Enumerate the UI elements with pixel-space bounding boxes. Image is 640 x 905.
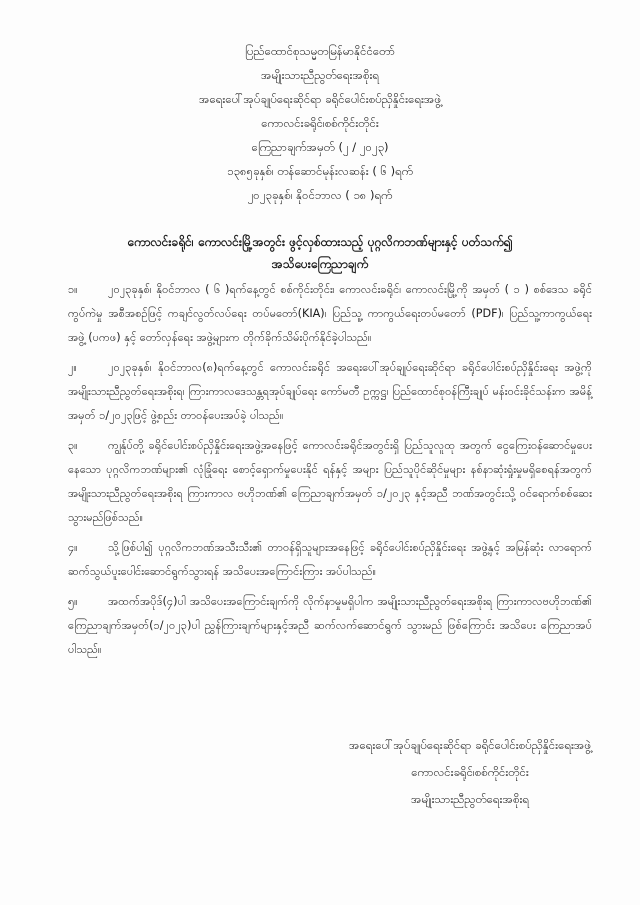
paragraph-number: ၃။ — [68, 439, 78, 452]
signatory-district: ကောလင်းခရိုင်၊စစ်ကိုင်းတိုင်း — [411, 765, 529, 779]
title-line-1: ကောလင်းခရိုင်၊ ကောလင်းမြို့အတွင်း ဖွင့်လှစ်ထားသည့် ပုဂ္ဂလိကဘဏ်များနှင့် ပတ်သက်၍ — [127, 235, 513, 249]
paragraph-number: ၂။ — [68, 361, 77, 374]
paragraph-5 — [68, 590, 592, 662]
title-line-2: အသိပေးကြေညာချက် — [271, 257, 369, 271]
paragraph-number: ၅။ — [68, 595, 78, 608]
signature-block — [300, 738, 640, 819]
paragraph-4 — [68, 536, 592, 584]
paragraph-3 — [68, 434, 592, 530]
paragraph-2 — [68, 356, 592, 428]
paragraph-text: အထက်အပိုဒ်(၄)ပါ အသိပေးအကြောင်းချက်ကို လိုက်နာမှုမရှိပါက အမျိုးသားညီညွတ်ရေးအစိုးရ ကြားကာလဗဟိုဘဏ်၏ ကြေညာချက်အမှတ်(၁/၂၀၂၃)ပါ ညွှန်ကြားချက်များနှင့်အညီ ဆက်လက်ဆောင်ရွက် သွားမည် ဖြစ်ကြောင်း အသိပေး ကြေညာအပ်ပါသည်။ — [68, 595, 592, 656]
paragraph-text: သို့ဖြစ်ပါ၍ ပုဂ္ဂလိကဘဏ်အသီးသီး၏ တာဝန်ရှိသူများအနေဖြင့် ခရိုင်ပေါင်းစပ်ညှိနှိုင်းရေး အဖွဲ့နှင့် အမြန်ဆုံး လာရောက်ဆက်သွယ်ပူးပေါင်းဆောင်ရွက်သွားရန် အသိပေးအကြောင်းကြား အပ်ပါသည်။ — [68, 541, 592, 578]
gregorian-date: ၂၀၂၃ခုနှစ်၊ နိုဝင်ဘာလ ( ၁၈ )ရက် — [247, 188, 393, 202]
paragraph-text: ကျွန်ုပ်တို့ ခရိုင်ပေါင်းစပ်ညှိနှိုင်းရေးအဖွဲ့အနေဖြင့် ကောလင်းခရိုင်အတွင်းရှိ ပြည်သူလူထု အတွက် ငွေကြေးဝန်ဆောင်မှုပေးနေသော ပုဂ္ဂလိကဘဏ်များ၏ လုံခြုံရေး စောင့်ရှောက်မှုပေးနိုင် ရန်နှင့် အများ ပြည်သူပိုင်ဆိုင်မှုများ နစ်နာဆုံးရှုံးမှုမရှိစေရန်အတွက် အမျိုးသားညီညွတ်ရေးအစိုးရ ကြားကာလ ဗဟိုဘဏ်၏ ကြေညာချက်အမှတ် ၁/၂၀၂၃ နှင့်အညီ ဘဏ်အတွင်းသို့ ဝင်ရောက်စစ်ဆေးသွားမည်ဖြစ်သည်။ — [68, 439, 592, 524]
paragraph-text: ၂၀၂၃ခုနှစ်၊ နိုဝင်ဘာလ ( ၆ )ရက်နေ့တွင် စစ်ကိုင်းတိုင်း၊ ကောလင်းခရိုင်၊ ကောလင်းမြို့ကို အမှတ် ( ၁ ) စစ်ဒေသ ခရိုင်ကွပ်ကဲမှု အစီအစဉ်ဖြင့် ကချင်လွတ်လပ်ရေး တပ်မတော်(KIA)၊ ပြည်သူ့ ကာကွယ်ရေးတပ်မတော် (PDF)၊ ပြည်သူ့ကာကွယ်ရေးအဖွဲ့ (ပကဖ) နှင့် တော်လှန်ရေး အဖွဲ့များက တိုက်ခိုက်သိမ်းပိုက်နိုင်ခဲ့ပါသည်။ — [68, 283, 592, 344]
paragraph-number: ၁။ — [68, 283, 78, 296]
signatory-government: အမျိုးသားညီညွတ်ရေးအစိုးရ — [410, 792, 530, 806]
government-name: အမျိုးသားညီညွတ်ရေးအစိုးရ — [260, 68, 380, 82]
myanmar-date: ၁၃၈၅ခုနှစ်၊ တန်ဆောင်မုန်းလဆန်း ( ၆ )ရက် — [227, 164, 413, 178]
district-region: ကောလင်းခရိုင်၊စစ်ကိုင်းတိုင်း — [261, 116, 379, 130]
document-title — [40, 231, 600, 275]
committee-name: အရေးပေါ်အုပ်ချုပ်ရေးဆိုင်ရာ ခရိုင်ပေါင်းစပ်ညှိနှိုင်းရေးအဖွဲ့ — [199, 92, 441, 106]
signatory-committee: အရေးပေါ်အုပ်ချုပ်ရေးဆိုင်ရာ ခရိုင်ပေါင်းစပ်ညှိနှိုင်းရေးအဖွဲ့ — [349, 738, 591, 752]
announcement-number: ကြေညာချက်အမှတ် (၂ / ၂၀၂၃) — [251, 140, 389, 154]
paragraph-1 — [68, 278, 592, 350]
country-name: ပြည်ထောင်စုသမ္မတမြန်မာနိုင်ငံတော် — [244, 44, 396, 58]
document-body — [68, 278, 592, 668]
document-header — [0, 44, 640, 212]
paragraph-number: ၄။ — [68, 541, 78, 554]
paragraph-text: ၂၀၂၃ခုနှစ်၊ နိုဝင်ဘာလ(၈)ရက်နေ့တွင် ကောလင်းခရိုင် အရေးပေါ်အုပ်ချုပ်ရေးဆိုင်ရာ ခရိုင်ပေါင်းစပ်ညှိနှိုင်းရေး အဖွဲ့ကို အမျိုးသားညီညွတ်ရေးအစိုးရ၊ ကြားကာလဒေသန္တရအုပ်ချုပ်ရေး ကော်မတီ ဥက္ကဋ္ဌ၊ ပြည်ထောင်စုဝန်ကြီးချုပ် မန်းဝင်းခိုင်သန်းက အမိန့်အမှတ် ၁/၂၀၂၃ဖြင့် ဖွဲ့စည်း တာဝန်ပေးအပ်ခဲ့ ပါသည်။ — [68, 361, 592, 422]
